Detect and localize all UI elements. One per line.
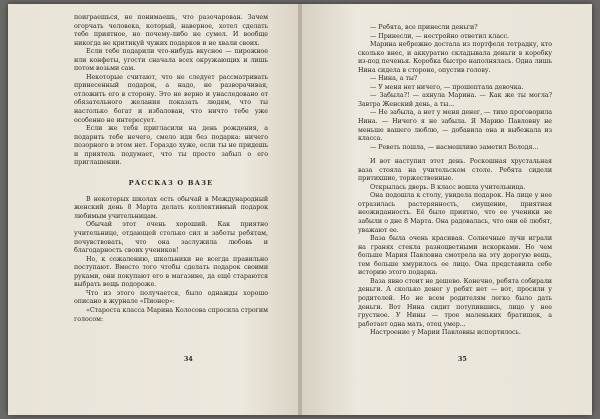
paragraph: — Реветь пошла, — насмешливо заметил Володя... bbox=[370, 143, 539, 151]
paragraph: В некоторых школах есть обычай в Международный женский день 8 Марта делать коллективный подарок любимым учительницам. bbox=[74, 195, 268, 220]
left-page bbox=[8, 4, 300, 415]
paragraph: И вот наступил этот день. Роскошная хрустальная ваза стояла на учительском столе. Ребята сидели притихшие, торжественные. bbox=[358, 158, 552, 183]
book-spread bbox=[8, 4, 592, 415]
page-number: 35 bbox=[458, 356, 467, 363]
section-heading: РАССКАЗ О ВАЗЕ bbox=[128, 178, 214, 187]
paragraph: Обычай этот очень хороший. Как приятно учительнице, отдающей столько сил и заботы ребятам, почувствовать, что она заслужила любовь и благодарность своих учеников! bbox=[74, 221, 268, 255]
paragraph: Она подошла к столу, увидела подарок. На лице у нее отразилась растерянность, смущение, приятная неожиданность. Её было приятно, что ее ученики не забыли о дне 8 Марта. Она радовалась, что они её любят, уважают ее. bbox=[358, 192, 552, 234]
paragraph: Ваза была очень красивая. Солнечные лучи играли на гранях стекла разноцветными искорками. Но чем больше Мария Павловна смотрела на эту дорогую вещь, тем больше хмурилось ее лицо. Она представила себе историю этого подарка. bbox=[358, 235, 552, 277]
paragraph: Что из этого получается, было однажды хорошо описано в журнале «Пионер»: bbox=[74, 289, 268, 306]
right-page bbox=[300, 4, 592, 415]
paragraph: — Принесли, — нестройно ответил класс. bbox=[370, 32, 510, 40]
page-number: 34 bbox=[184, 356, 193, 363]
paragraph: Но, к сожалению, школьники не всегда правильно поступают. Вместо того чтобы сделать подарок своими руками, они покупают его в магазине, да ещё стараются выбрать вещь подороже. bbox=[74, 255, 268, 289]
left-bottom-text bbox=[74, 196, 268, 324]
paragraph: — У меня нет ничего, — прошептала девочка. bbox=[370, 83, 524, 91]
paragraph: Если тебе подарили что-нибудь вкусное — пирожное или конфеты, угости сначала всех окружающих и лишь потом возьми сам. bbox=[74, 48, 268, 73]
paragraph: — Забыла?! — ахнула Марина. — Как же ты могла? Завтра Женский день, а ты... bbox=[358, 92, 552, 108]
paragraph: «Староста класса Марина Колосова спросила строгим голосом: bbox=[74, 306, 268, 323]
left-top-text bbox=[74, 14, 268, 168]
paragraph: — Нина, а ты? bbox=[370, 75, 418, 83]
book-gutter bbox=[298, 4, 302, 415]
paragraph: Открылась дверь. В класс вошла учительница. bbox=[370, 183, 526, 191]
paragraph: Некоторые считают, что не следует рассматривать принесенный подарок, а надо, не разворачивая, отложить его в сторону. Это не верно и унаследовано от обязательного желания показать людям, что ты настолько богат и избалован, что ничто тебе уже особенно не интересует. bbox=[74, 73, 268, 124]
paragraph: — Не забыла, а нет у меня денег, — тихо проговорила Нина. — Ничего я не забыла. Я Марию Павловну не меньше вашего люблю, — добавила она и выбежала из класса. bbox=[358, 109, 552, 143]
paragraph: — Ребята, все принесли деньги? bbox=[370, 24, 478, 31]
paragraph: поиграешься, не понимаешь, что разочарован. Зачем огорчать человека, который, наверное, хотел сделать тебе приятное, но почему-либо не сумел. И вообще никогда не критикуй чужих подарков и не хвали своих. bbox=[74, 14, 268, 47]
paragraph: Марина небрежно достала из портфеля тетрадку, кто сколько внес, и аккуратно складывала деньги в коробку из-под печенья. Коробка быстро наполнялась. Одна лишь Нина сидела в стороне, опустив голову. bbox=[358, 41, 552, 74]
paragraph: Ваза явно стоит не дешево. Конечно, ребята собирали деньги. А сколько денег у ребят нет — вот, просили у родителей. Но не всем родителям легко было дать деньги. Вот Нина сидит потупившись, лицо у нее грустное. У Нины — трое маленьких братишек, а работает одна мать, отец умер... bbox=[358, 277, 552, 328]
paragraph: Если же тебя пригласили на день рождения, а подарить тебе нечего, смело иди без подарка: ничего позорного в этом нет. Гораздо хуже, если ты не придешь и приятель подумает, что ты просто забыл о его приглашении. bbox=[74, 125, 268, 167]
paragraph: Настроение у Марии Павловны испортилось. bbox=[370, 329, 521, 337]
